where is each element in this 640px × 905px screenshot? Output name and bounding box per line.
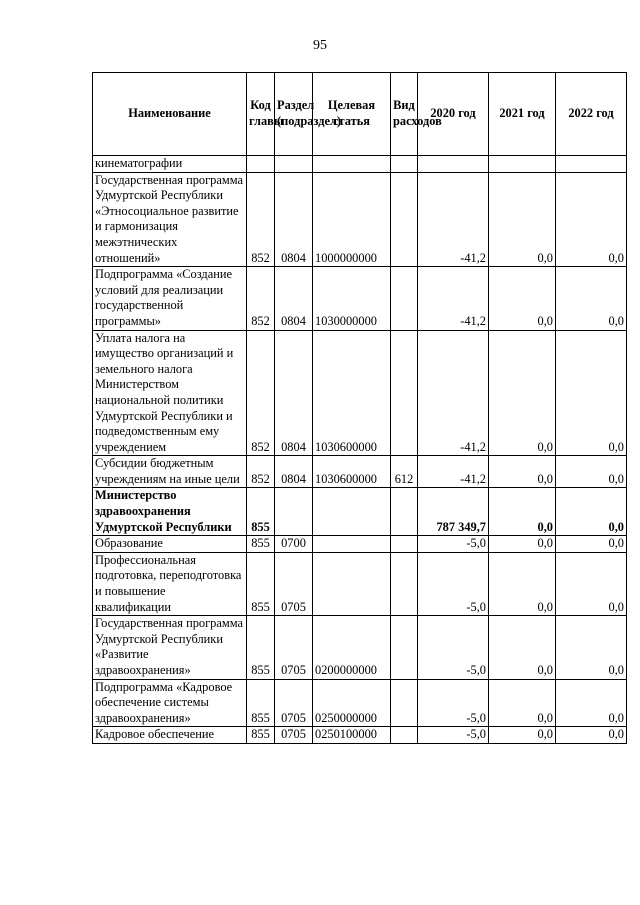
cell-vid: 612 xyxy=(391,456,418,488)
cell-2020: -5,0 xyxy=(418,679,489,727)
header-code: Код главы xyxy=(247,73,275,156)
cell-2022: 0,0 xyxy=(556,456,627,488)
cell-2021: 0,0 xyxy=(489,727,556,744)
cell-2021: 0,0 xyxy=(489,536,556,553)
cell-2020: -41,2 xyxy=(418,456,489,488)
cell-code: 855 xyxy=(247,616,275,679)
cell-code: 852 xyxy=(247,172,275,267)
cell-name: Государственная программа Удмуртской Республики «Этносоциальное развитие и гармонизация межэтнических отношений» xyxy=(93,172,247,267)
table-row xyxy=(93,172,627,267)
table-row xyxy=(93,156,627,173)
cell-2022: 0,0 xyxy=(556,172,627,267)
cell-2022: 0,0 xyxy=(556,330,627,456)
header-section: Раздел (подраздел) xyxy=(275,73,313,156)
table-row xyxy=(93,330,627,456)
cell-code: 855 xyxy=(247,552,275,615)
table-row xyxy=(93,456,627,488)
cell-vid xyxy=(391,267,418,330)
header-2021: 2021 год xyxy=(489,73,556,156)
table-row xyxy=(93,616,627,679)
cell-vid xyxy=(391,552,418,615)
cell-section xyxy=(275,488,313,536)
cell-vid xyxy=(391,616,418,679)
cell-section: 0705 xyxy=(275,552,313,615)
cell-code xyxy=(247,156,275,173)
cell-code: 855 xyxy=(247,727,275,744)
cell-section: 0700 xyxy=(275,536,313,553)
cell-name: Субсидии бюджетным учреждениям на иные цели xyxy=(93,456,247,488)
header-2022: 2022 год xyxy=(556,73,627,156)
cell-article: 0250100000 xyxy=(313,727,391,744)
cell-code: 852 xyxy=(247,456,275,488)
budget-table xyxy=(92,72,627,744)
cell-2020: -5,0 xyxy=(418,536,489,553)
table-row xyxy=(93,552,627,615)
cell-article: 0200000000 xyxy=(313,616,391,679)
cell-name: Государственная программа Удмуртской Республики «Развитие здравоохранения» xyxy=(93,616,247,679)
cell-name: Министерство здравоохранения Удмуртской Республики xyxy=(93,488,247,536)
cell-2021: 0,0 xyxy=(489,330,556,456)
cell-code: 852 xyxy=(247,267,275,330)
cell-2020: -41,2 xyxy=(418,172,489,267)
cell-section: 0804 xyxy=(275,172,313,267)
cell-section xyxy=(275,156,313,173)
cell-name: Образование xyxy=(93,536,247,553)
table-row xyxy=(93,267,627,330)
cell-name: Профессиональная подготовка, переподготовка и повышение квалификации xyxy=(93,552,247,615)
cell-vid xyxy=(391,172,418,267)
cell-section: 0804 xyxy=(275,456,313,488)
cell-2022: 0,0 xyxy=(556,267,627,330)
cell-vid xyxy=(391,536,418,553)
cell-section: 0705 xyxy=(275,616,313,679)
cell-2022: 0,0 xyxy=(556,616,627,679)
cell-2021: 0,0 xyxy=(489,679,556,727)
cell-code: 855 xyxy=(247,488,275,536)
cell-2020: -41,2 xyxy=(418,330,489,456)
table-row xyxy=(93,536,627,553)
cell-2020: -5,0 xyxy=(418,552,489,615)
cell-name: Кадровое обеспечение xyxy=(93,727,247,744)
cell-2022: 0,0 xyxy=(556,727,627,744)
cell-article xyxy=(313,536,391,553)
cell-article: 0250000000 xyxy=(313,679,391,727)
cell-2021: 0,0 xyxy=(489,488,556,536)
cell-vid xyxy=(391,679,418,727)
cell-article: 1030600000 xyxy=(313,456,391,488)
header-vid: Вид расходов xyxy=(391,73,418,156)
cell-article xyxy=(313,488,391,536)
cell-2022: 0,0 xyxy=(556,552,627,615)
cell-2022: 0,0 xyxy=(556,679,627,727)
cell-section: 0705 xyxy=(275,727,313,744)
cell-2021 xyxy=(489,156,556,173)
cell-article: 1030000000 xyxy=(313,267,391,330)
cell-2021: 0,0 xyxy=(489,616,556,679)
cell-2020: -41,2 xyxy=(418,267,489,330)
cell-code: 855 xyxy=(247,536,275,553)
cell-2022: 0,0 xyxy=(556,536,627,553)
cell-article: 1000000000 xyxy=(313,172,391,267)
cell-section: 0804 xyxy=(275,267,313,330)
table-body xyxy=(93,156,627,744)
cell-2020 xyxy=(418,156,489,173)
cell-2021: 0,0 xyxy=(489,456,556,488)
cell-article xyxy=(313,156,391,173)
table-row xyxy=(93,488,627,536)
table-row xyxy=(93,679,627,727)
cell-section: 0705 xyxy=(275,679,313,727)
cell-2021: 0,0 xyxy=(489,172,556,267)
cell-name: Подпрограмма «Создание условий для реализации государственной программы» xyxy=(93,267,247,330)
cell-2021: 0,0 xyxy=(489,552,556,615)
header-2020: 2020 год xyxy=(418,73,489,156)
header-article: Целевая статья xyxy=(313,73,391,156)
cell-vid xyxy=(391,727,418,744)
cell-2022 xyxy=(556,156,627,173)
cell-article xyxy=(313,552,391,615)
page-number: 95 xyxy=(313,38,327,53)
cell-2020: -5,0 xyxy=(418,616,489,679)
cell-name: кинематографии xyxy=(93,156,247,173)
cell-article: 1030600000 xyxy=(313,330,391,456)
cell-2020: 787 349,7 xyxy=(418,488,489,536)
cell-section: 0804 xyxy=(275,330,313,456)
cell-name: Подпрограмма «Кадровое обеспечение системы здравоохранения» xyxy=(93,679,247,727)
cell-vid xyxy=(391,330,418,456)
table-row xyxy=(93,727,627,744)
cell-code: 852 xyxy=(247,330,275,456)
header-name: Наименование xyxy=(93,73,247,156)
cell-vid xyxy=(391,156,418,173)
cell-name: Уплата налога на имущество организаций и земельного налога Министерством национальной политики Удмуртской Республики и подведомственным ему учреждением xyxy=(93,330,247,456)
header-row xyxy=(93,73,627,156)
cell-2020: -5,0 xyxy=(418,727,489,744)
cell-2022: 0,0 xyxy=(556,488,627,536)
cell-vid xyxy=(391,488,418,536)
cell-2021: 0,0 xyxy=(489,267,556,330)
cell-code: 855 xyxy=(247,679,275,727)
